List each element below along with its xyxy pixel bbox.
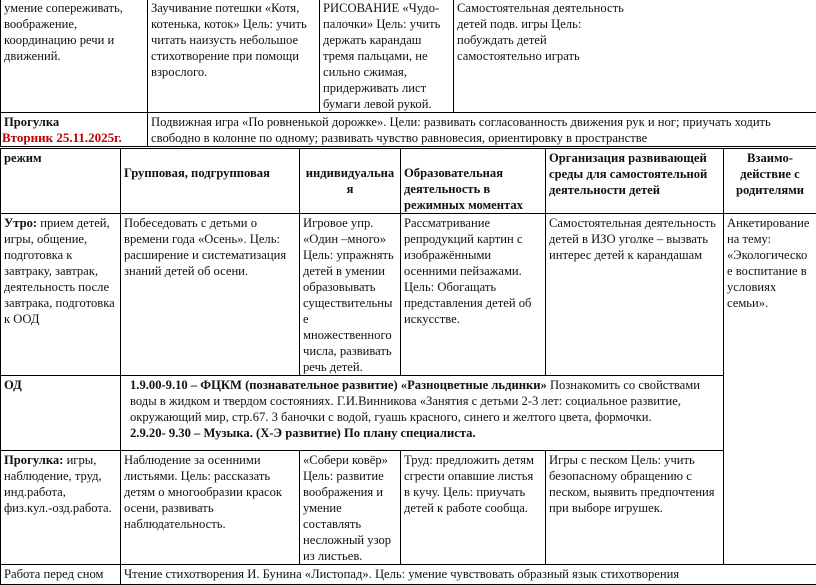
od-item-2: 2.9.20- 9.30 – Музыка. (Х-Э развитие) По плану специалиста. <box>124 425 720 441</box>
header-individual: индивидуальна я <box>303 165 397 197</box>
day-heading: Вторник 25.11.2025г. <box>2 130 122 146</box>
header-individual-cell <box>300 149 401 214</box>
morning-label <box>1 214 121 376</box>
prev-drawing-cell: РИСОВАНИЕ «Чудо-палочки» Цель: учить держать карандаш тремя пальцами, не сильно сжимая, придерживать лист бумаги левой рукой. <box>320 0 454 113</box>
header-educational: Образовательная деятельность в режимных моментах <box>404 165 542 213</box>
morning-parents: Анкетирование на тему: «Экологическое воспитание в условиях семьи». <box>724 214 816 565</box>
morning-environment: Самостоятельная деятельность детей в ИЗО уголке – вызвать интерес детей к карандашам <box>546 214 724 376</box>
walk-individual: «Собери ковёр» Цель: развитие воображения и умение составлять несложный узор из листьев. <box>300 451 401 565</box>
header-group-cell <box>121 149 300 214</box>
prev-regime-cell: умение сопереживать, воображение, координацию речи и движений. <box>1 0 148 113</box>
header-educational-cell <box>401 149 546 214</box>
day-plan-table <box>0 148 816 585</box>
before-sleep-label: Работа перед сном <box>1 565 121 585</box>
od-content <box>121 376 724 451</box>
walk-group: Наблюдение за осенними листьями. Цель: рассказать детям о многообразии красок осени, развивать наблюдательность. <box>121 451 300 565</box>
walk-environment: Игры с песком Цель: учить безопасному обращению с песком, выявить предпочтения при выборе игрушек. <box>546 451 724 565</box>
walk-educational: Труд: предложить детям сгрести опавшие листья в кучу. Цель: приучать детей к работе сообща. <box>401 451 546 565</box>
header-environment: Организация развивающей среды для самостоятельной деятельности детей <box>546 149 724 214</box>
walk-label <box>1 451 121 565</box>
header-group: Групповая, подгрупповая <box>124 165 296 181</box>
morning-label-bold: Утро: <box>4 216 37 230</box>
walk-label-bold: Прогулка: <box>4 453 63 467</box>
previous-day-table <box>0 0 816 147</box>
walk-label-rest: игры, наблюдение, труд, инд.работа, физ.кул.-озд.работа. <box>4 453 112 515</box>
morning-label-rest: прием детей, игры, общение, подготовка к завтраку, завтрак, деятельность после завтрака, подготовка к ООД <box>4 216 115 326</box>
od-item-1 <box>124 377 720 425</box>
prev-independent-cell <box>454 0 816 113</box>
od-item-1-text: Познакомить со свойствами воды в жидком и твердом состояниях. Г.И.Винникова «Занятия с детьми 2-3 лет: социальное развитие, окружающий мир, стр.67. 3 баночки с водой, гуашь красного, синего и желтого цвета, формочки. <box>130 378 700 424</box>
prev-independent-text: Самостоятельная деятельность детей подв. игры Цель: побуждать детей самостоятельно играть <box>457 0 632 64</box>
od-item-1-title: 1.9.00-9.10 – ФЦКМ (познавательное развитие) «Разноцветные льдинки» <box>130 378 547 392</box>
header-regime-text: режим <box>4 150 117 166</box>
prev-walk-label: Прогулка <box>1 113 148 147</box>
header-regime <box>1 149 121 214</box>
morning-group: Побеседовать с детьми о времени года «Осень». Цель: расширение и систематизация знаний детей об осени. <box>121 214 300 376</box>
header-parents: Взаимо-действие с родителями <box>724 149 816 214</box>
morning-educational: Рассматривание репродукций картин с изображёнными осенними пейзажами. Цель: Обогащать представления детей об искусстве. <box>401 214 546 376</box>
prev-walk-text: Подвижная игра «По ровненькой дорожке». Цели: развивать согласованность движения рук и ног; приучать ходить свободно в колонне по одному; развивать чувство равновесия, ориентировку в пространстве <box>148 113 816 147</box>
morning-individual: Игровое упр. «Один –много» Цель: упражнять детей в умении образовывать существительны е множественного числа, развивать речь детей. <box>300 214 401 376</box>
prev-group-cell: Заучивание потешки «Котя, котенька, коток» Цель: учить читать наизусть небольшое стихотворение при помощи взрослого. <box>148 0 320 113</box>
before-sleep-text: Чтение стихотворения И. Бунина «Листопад». Цель: умение чувствовать образный язык стихотворения <box>121 565 816 585</box>
od-label: ОД <box>1 376 121 451</box>
